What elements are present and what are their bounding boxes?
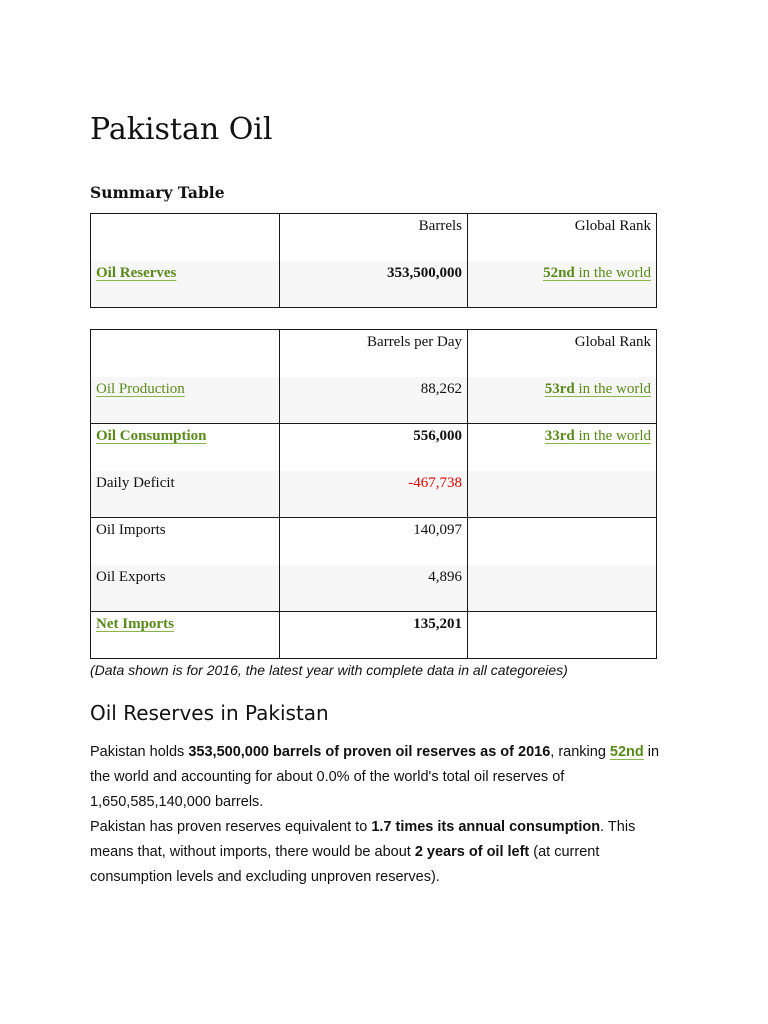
row-label-daily-deficit: Daily Deficit: [91, 471, 280, 518]
table-header-row: [91, 214, 657, 261]
table-row: [91, 471, 657, 518]
row-label-net-imports: [91, 612, 280, 659]
row-label-oil-imports: Oil Imports: [91, 518, 280, 565]
header-cell-barrels-per-day: Barrels per Day: [280, 330, 468, 377]
table-row: [91, 565, 657, 612]
row-label-oil-exports: Oil Exports: [91, 565, 280, 612]
table-header-row: [91, 330, 657, 377]
negative-value: -467,738: [408, 474, 462, 491]
reserves-table: [90, 213, 657, 308]
table-row: [91, 612, 657, 659]
data-note: (Data shown is for 2016, the latest year with complete data in all categoreies): [90, 662, 568, 678]
row-rank: [468, 377, 657, 424]
header-cell-label: [91, 330, 280, 377]
row-value: 88,262: [280, 377, 468, 424]
row-label-oil-production: [91, 377, 280, 424]
oil-consumption-link[interactable]: Oil Consumption: [96, 428, 207, 444]
header-cell-label: [91, 214, 280, 261]
section-heading: Oil Reserves in Pakistan: [90, 701, 329, 725]
rank-link[interactable]: 52nd in the world: [543, 264, 651, 281]
row-rank: [468, 261, 657, 308]
row-value: [280, 471, 468, 518]
row-value: 4,896: [280, 565, 468, 612]
rank-link[interactable]: 53rd in the world: [544, 380, 651, 397]
table-row: [91, 261, 657, 308]
oil-production-link[interactable]: Oil Production: [96, 380, 185, 397]
net-imports-link[interactable]: Net Imports: [96, 616, 174, 632]
row-label-oil-consumption: [91, 424, 280, 471]
summary-table-heading: Summary Table: [90, 183, 225, 202]
row-label-oil-reserves: [91, 261, 280, 308]
table-row: [91, 518, 657, 565]
header-cell-global-rank: Global Rank: [468, 214, 657, 261]
header-cell-barrels: Barrels: [280, 214, 468, 261]
row-value: 556,000: [280, 424, 468, 471]
row-value: 353,500,000: [280, 261, 468, 308]
row-value: 140,097: [280, 518, 468, 565]
page-title: Pakistan Oil: [90, 112, 273, 147]
row-rank: [468, 471, 657, 518]
header-cell-global-rank: Global Rank: [468, 330, 657, 377]
reserves-paragraph: Pakistan holds 353,500,000 barrels of proven oil reserves as of 2016, ranking 52nd in the world and accounting for about 0.0% of the world's total oil reserves of 1,650,585,140,000 barrels. Pakistan has proven reserves equivalent to 1.7 times its annual consumption. This means that, without imports, there would be about 2 years of oil left (at current consumption levels and excluding unproven reserves).: [90, 744, 660, 885]
rank-52nd-link[interactable]: 52nd: [609, 744, 644, 760]
row-value: 135,201: [280, 612, 468, 659]
table-row: [91, 424, 657, 471]
row-rank: [468, 424, 657, 471]
row-rank: [468, 518, 657, 565]
production-table: [90, 329, 657, 659]
rank-link[interactable]: 33rd in the world: [544, 428, 651, 444]
row-rank: [468, 565, 657, 612]
row-rank: [468, 612, 657, 659]
table-row: [91, 377, 657, 424]
oil-reserves-link[interactable]: Oil Reserves: [96, 264, 177, 281]
